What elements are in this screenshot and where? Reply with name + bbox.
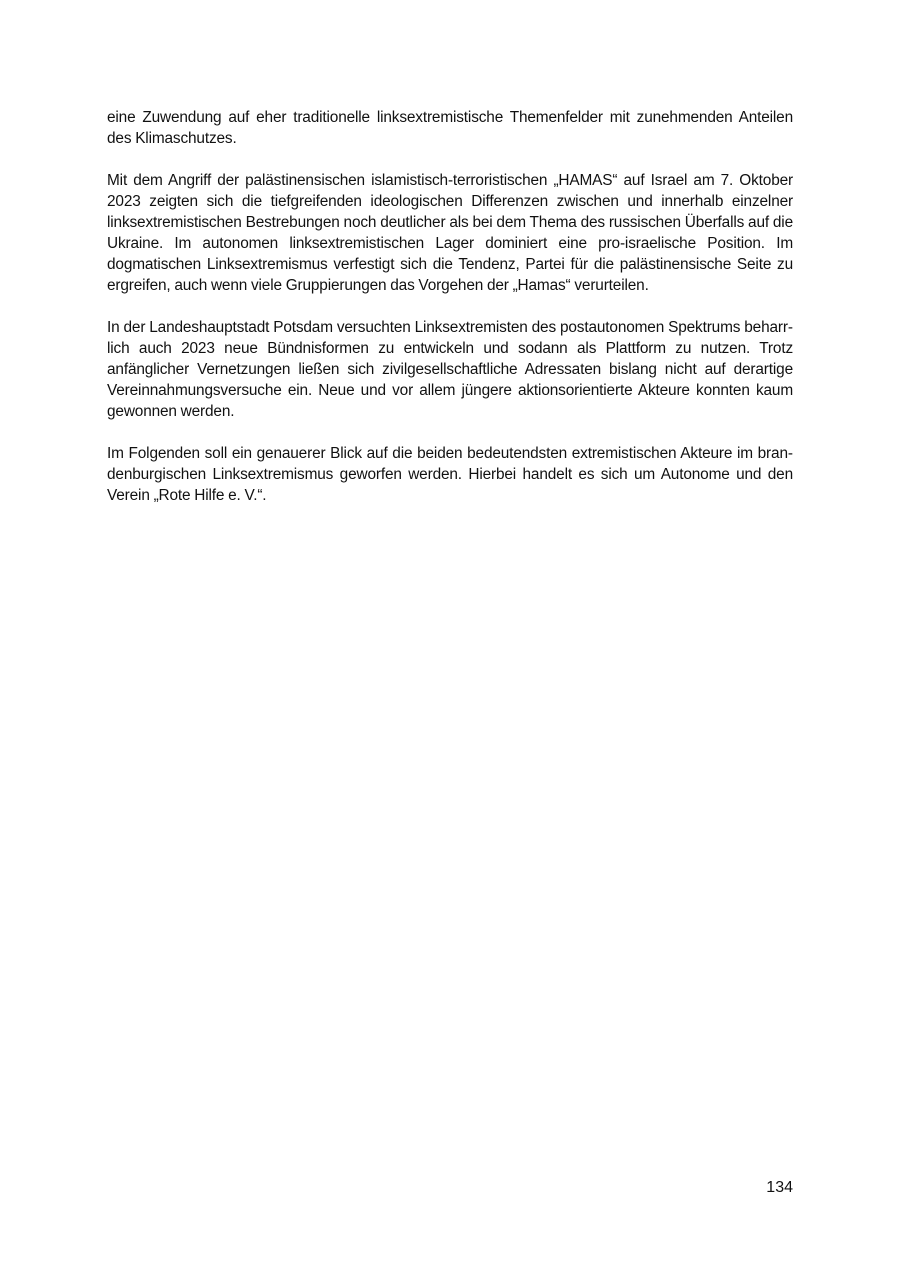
paragraph-3: In der Landeshauptstadt Potsdam versuchten Linksextremisten des postautonomen Spektrums beharrlich auch 2023 neue Bündnisformen zu entwickeln und sodann als Plattform zu nutzen. Trotz anfänglicher Vernetzungen ließen sich zivilgesellschaftliche Adressaten bislang nicht auf derartige Vereinnahmungsversuche ein. Neue und vor allem jüngere aktionsorientierte Akteure konnten kaum gewonnen werden. <box>107 319 793 420</box>
paragraph-2: Mit dem Angriff der palästinensischen islamistisch-terroristischen „HAMAS“ auf Israel am 7. Oktober 2023 zeigten sich die tiefgreifenden ideologischen Differenzen zwischen und innerhalb einzelner linksextremistischen Bestrebungen noch deutlicher als bei dem Thema des russischen Überfalls auf die Ukraine. Im autonomen linksextremistischen Lager dominiert eine pro-israelische Position. Im dogmatischen Linksextremismus verfestigt sich die Tendenz, Partei für die palästinensische Seite zu ergreifen, auch wenn viele Gruppierungen das Vorgehen der „Hamas“ verurteilen. <box>107 172 793 294</box>
paragraph-4: Im Folgenden soll ein genauerer Blick auf die beiden bedeutendsten extremistischen Akteure im brandenburgischen Linksextremismus geworfen werden. Hierbei handelt es sich um Autonome und den Verein „Rote Hilfe e. V.“. <box>107 445 793 504</box>
paragraph-1: eine Zuwendung auf eher traditionelle linksextremistische Themenfelder mit zunehmenden Anteilen des Klimaschutzes. <box>107 109 793 147</box>
body-text <box>107 107 793 527</box>
page-number: 134 <box>766 1179 793 1196</box>
